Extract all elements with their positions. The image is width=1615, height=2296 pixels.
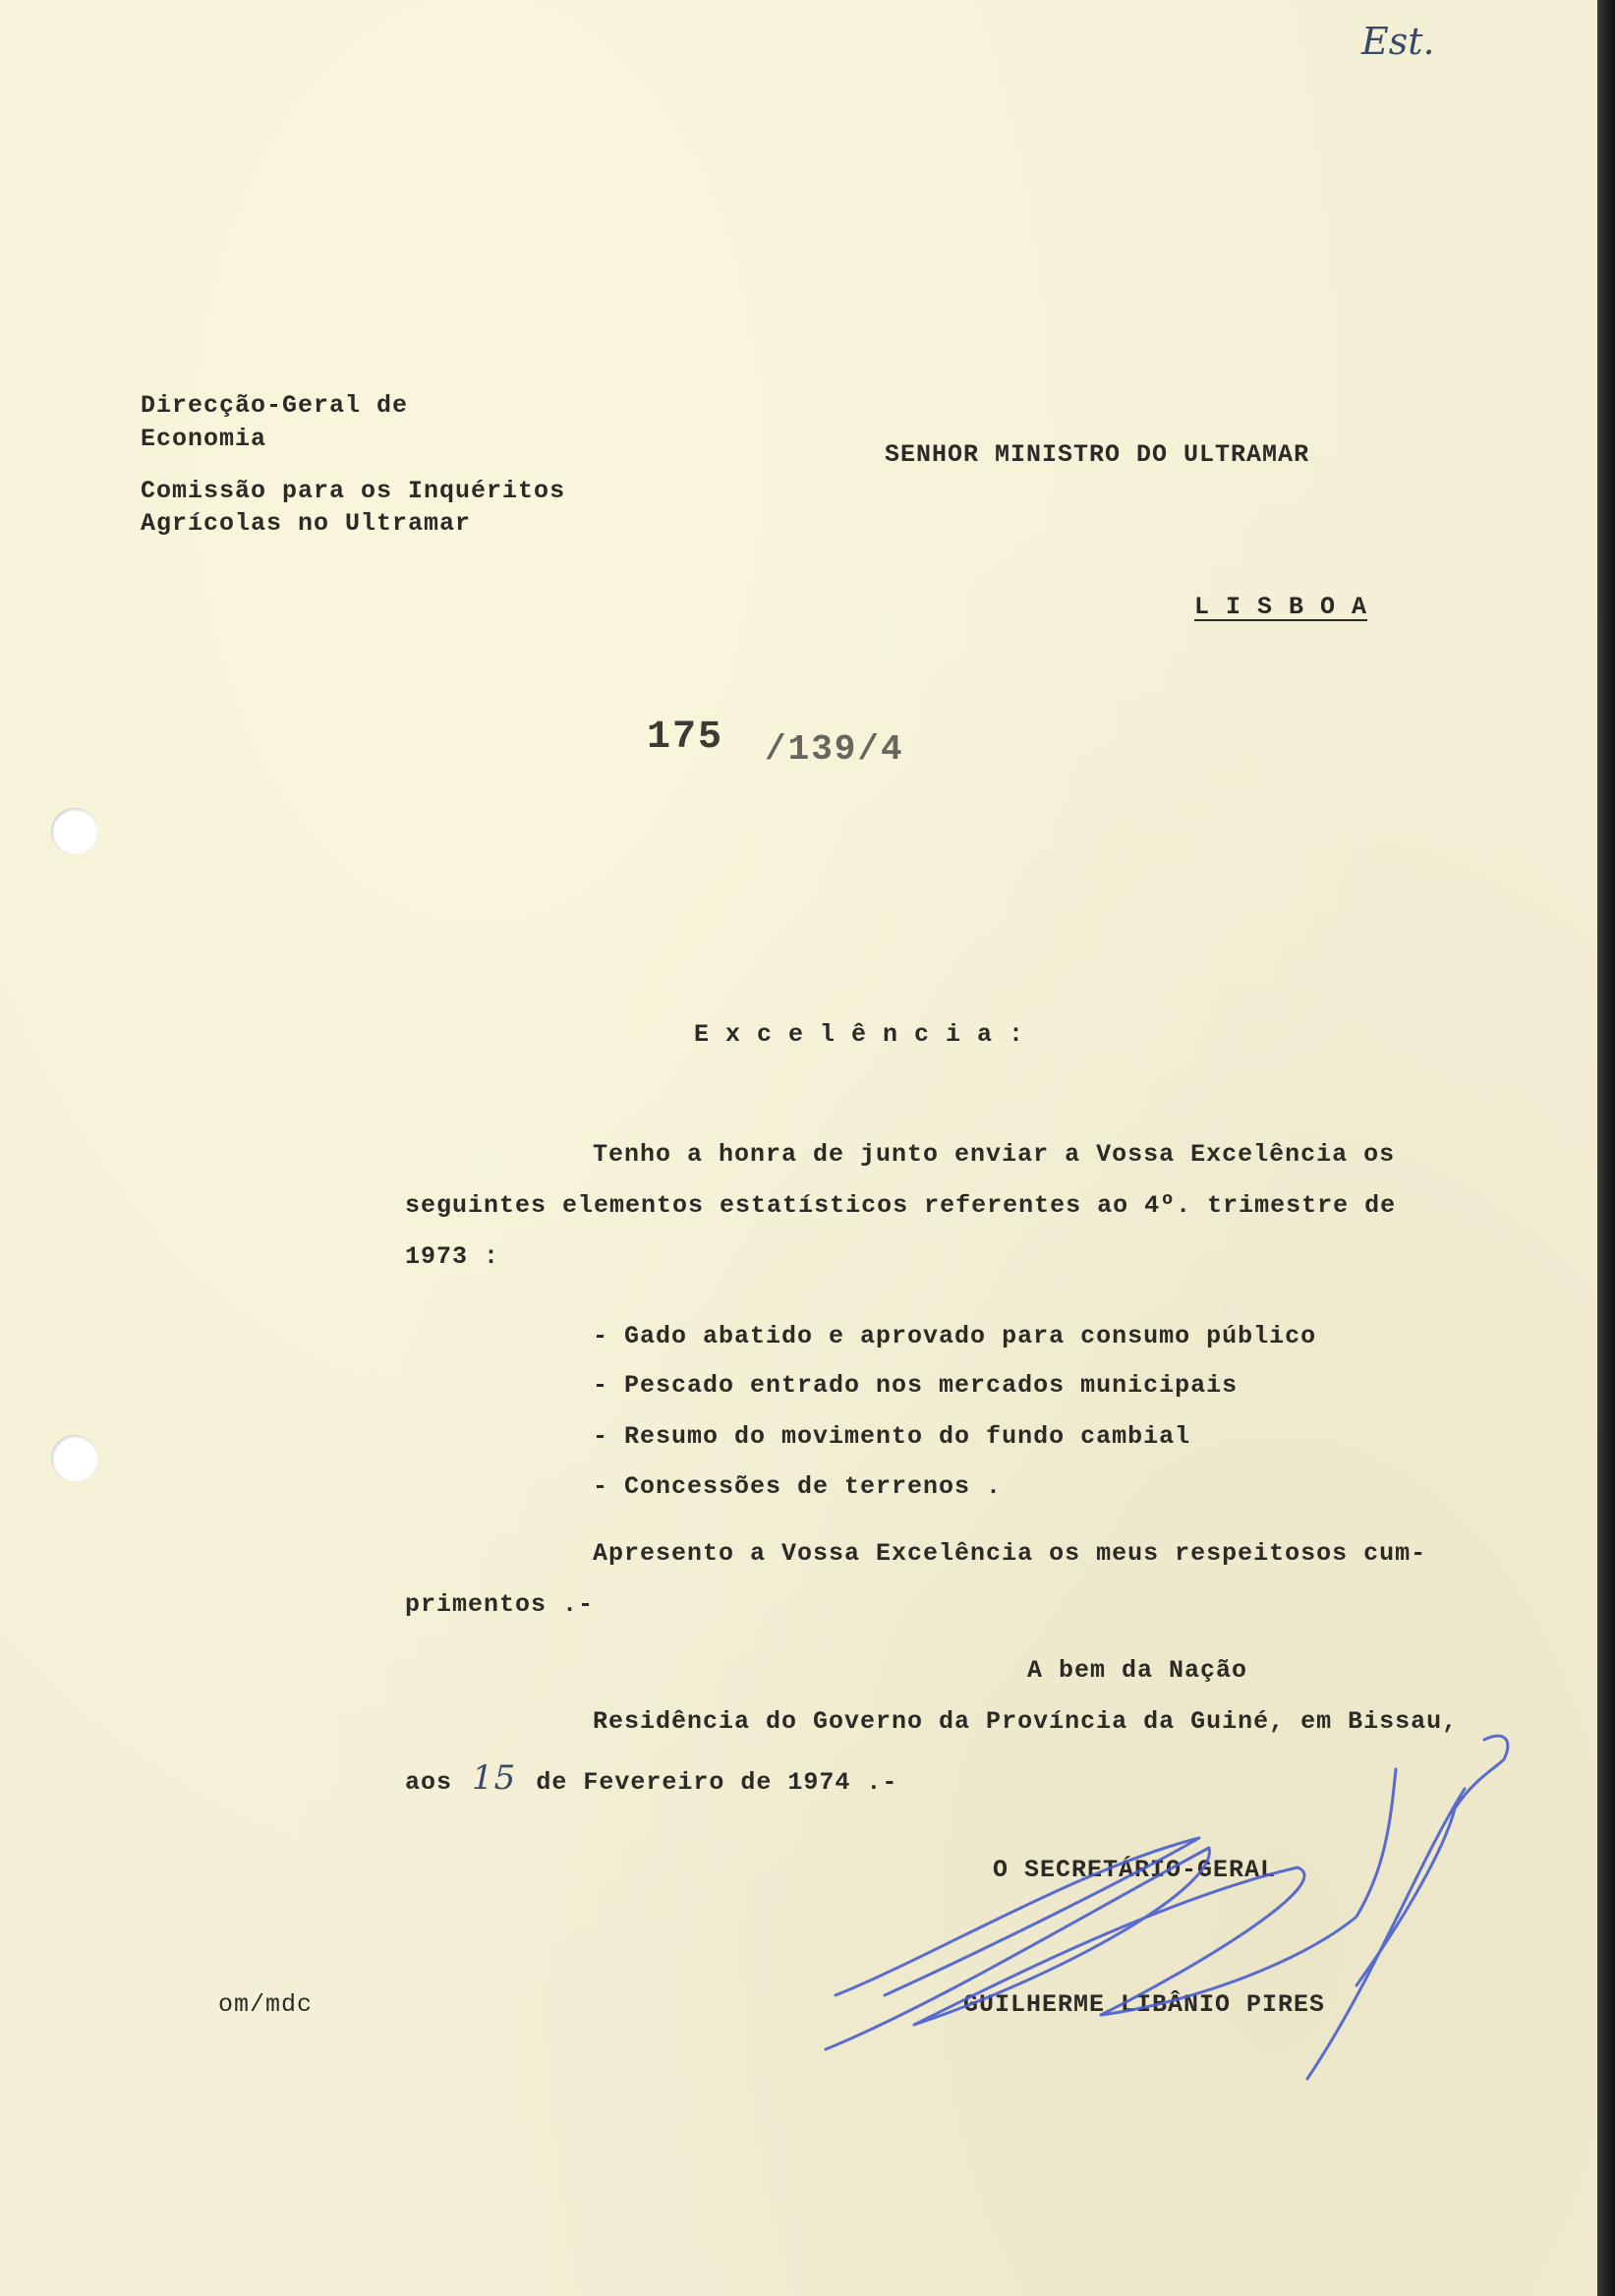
recipient-city: L I S B O A: [1194, 593, 1368, 621]
reference-sub: /139/4: [765, 729, 904, 770]
closing-line-2: primentos .-: [405, 1590, 595, 1619]
body-line-2: seguintes elementos estatísticos referentes ao 4º. trimestre de: [405, 1191, 1397, 1220]
sender-line-4: Agrícolas no Ultramar: [141, 509, 472, 538]
signatory-title: O SECRETÁRIO-GERAL: [993, 1856, 1277, 1884]
list-item: - Gado abatido e aprovado para consumo público: [593, 1322, 1317, 1350]
list-item: - Resumo do movimento do fundo cambial: [593, 1422, 1191, 1451]
corner-note: Est.: [1361, 20, 1435, 63]
motto: A bem da Nação: [1027, 1656, 1248, 1685]
list-item: - Concessões de terrenos .: [593, 1472, 1003, 1501]
list-item: - Pescado entrado nos mercados municipais: [593, 1371, 1239, 1400]
date-prefix: aos: [405, 1768, 453, 1797]
signatory-name: GUILHERME LIBÂNIO PIRES: [963, 1990, 1326, 2019]
salutation: E x c e l ê n c i a :: [694, 1020, 1025, 1049]
sender-line-2: Economia: [141, 425, 267, 453]
body-line-3: 1973 :: [405, 1242, 500, 1271]
date-suffix: de Fevereiro de 1974 .-: [536, 1768, 898, 1797]
scan-edge: [1597, 0, 1615, 2296]
place-date-line-1: Residência do Governo da Província da Guiné, em Bissau,: [593, 1707, 1459, 1736]
date-day-handwritten: 15: [472, 1758, 517, 1798]
body-line-1: Tenho a honra de junto enviar a Vossa Excelência os: [593, 1140, 1396, 1169]
reference-number: 175: [647, 716, 724, 760]
closing-line-1: Apresento a Vossa Excelência os meus respeitosos cum-: [593, 1539, 1427, 1568]
typist-initials: om/mdc: [218, 1990, 314, 2019]
recipient-title: SENHOR MINISTRO DO ULTRAMAR: [885, 440, 1310, 469]
sender-line-1: Direcção-Geral de: [141, 391, 409, 420]
sender-line-3: Comissão para os Inquéritos: [141, 477, 566, 505]
